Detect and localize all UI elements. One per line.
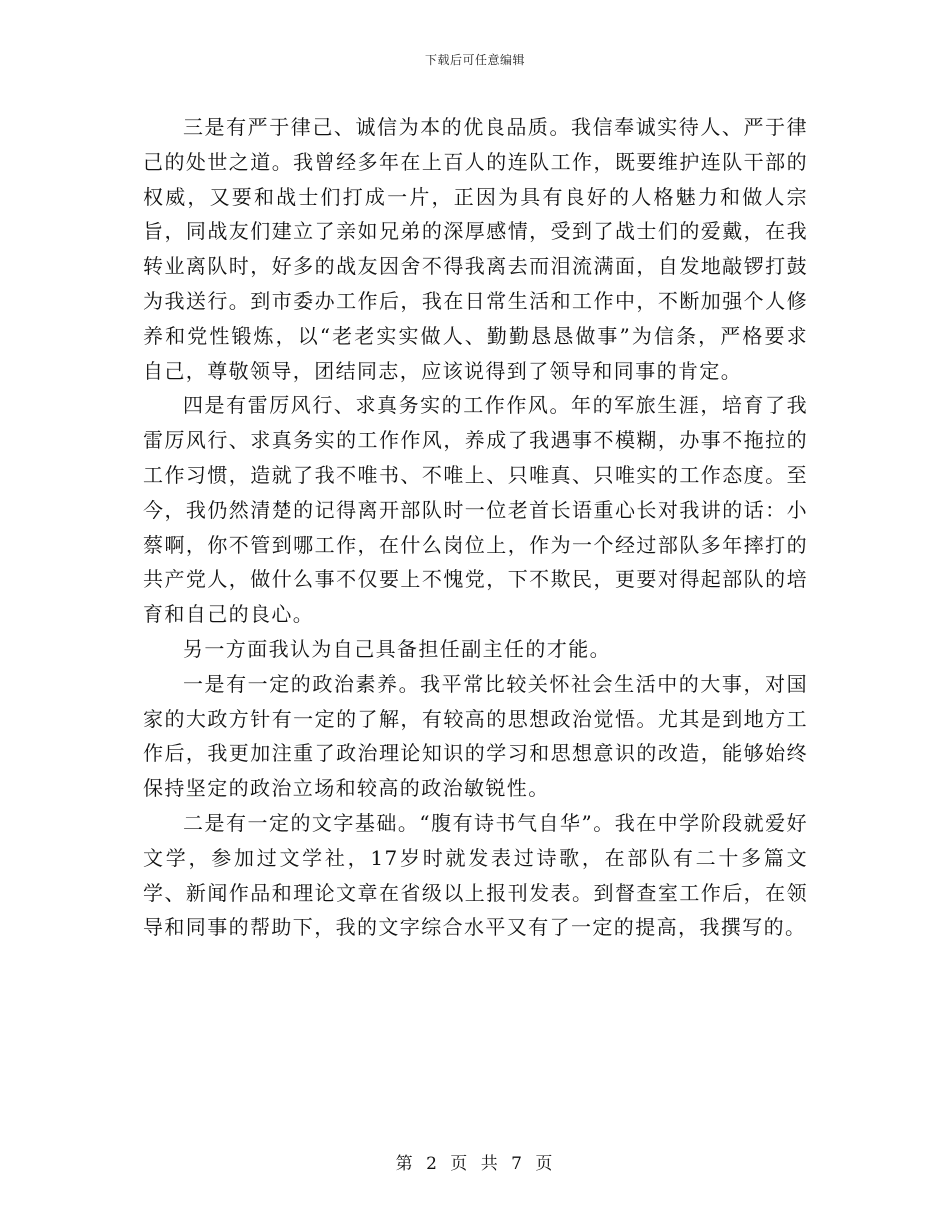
document-body xyxy=(143,110,808,945)
page-number-footer: 第 2 页 共 7 页 xyxy=(395,1154,555,1174)
paragraph-abilities-intro: 另一方面我认为自己具备担任副主任的才能。 xyxy=(183,636,611,661)
page-header-note: 下载后可任意编辑 xyxy=(424,53,525,67)
paragraph-work-style: 四是有雷厉风行、求真务实的工作作风。年的军旅生涯，培育了我雷厉风行、求真务实的工作作风，养成了我遇事不模糊，办事不拖拉的工作习惯，造就了我不唯书、不唯上、只唯真、只唯实的工作态度。至今，我仍然清楚的记得离开部队时一位老首长语重心长对我讲的话：小蔡啊，你不管到哪工作，在什么岗位上，作为一个经过部队多年摔打的共产党人，做什么事不仅要上不愧党，下不欺民，更要对得起部队的培育和自己的良心。 xyxy=(143,393,808,627)
paragraph-political-literacy: 一是有一定的政治素养。我平常比较关怀社会生活中的大事，对国家的大政方针有一定的了解，有较高的思想政治觉悟。尤其是到地方工作后，我更加注重了政治理论知识的学习和思想意识的改造，能够始终保持坚定的政治立场和较高的政治敏锐性。 xyxy=(143,671,808,801)
paragraph-writing-foundation: 二是有一定的文字基础。“腹有诗书气自华”。我在中学阶段就爱好文学，参加过文学社，17岁时就发表过诗歌，在部队有二十多篇文学、新闻作品和理论文章在省级以上报刊发表。到督查室工作后，在领导和同事的帮助下，我的文字综合水平又有了一定的提高，我撰写的。 xyxy=(143,810,808,940)
paragraph-integrity: 三是有严于律己、诚信为本的优良品质。我信奉诚实待人、严于律己的处世之道。我曾经多年在上百人的连队工作，既要维护连队干部的权威，又要和战士们打成一片，正因为具有良好的人格魅力和做人宗旨，同战友们建立了亲如兄弟的深厚感情，受到了战士们的爱戴，在我转业离队时，好多的战友因舍不得我离去而泪流满面，自发地敲锣打鼓为我送行。到市委办工作后，我在日常生活和工作中，不断加强个人修养和党性锻炼，以“老老实实做人、勤勤恳恳做事”为信条，严格要求自己，尊敬领导，团结同志，应该说得到了领导和同事的肯定。 xyxy=(143,115,808,383)
